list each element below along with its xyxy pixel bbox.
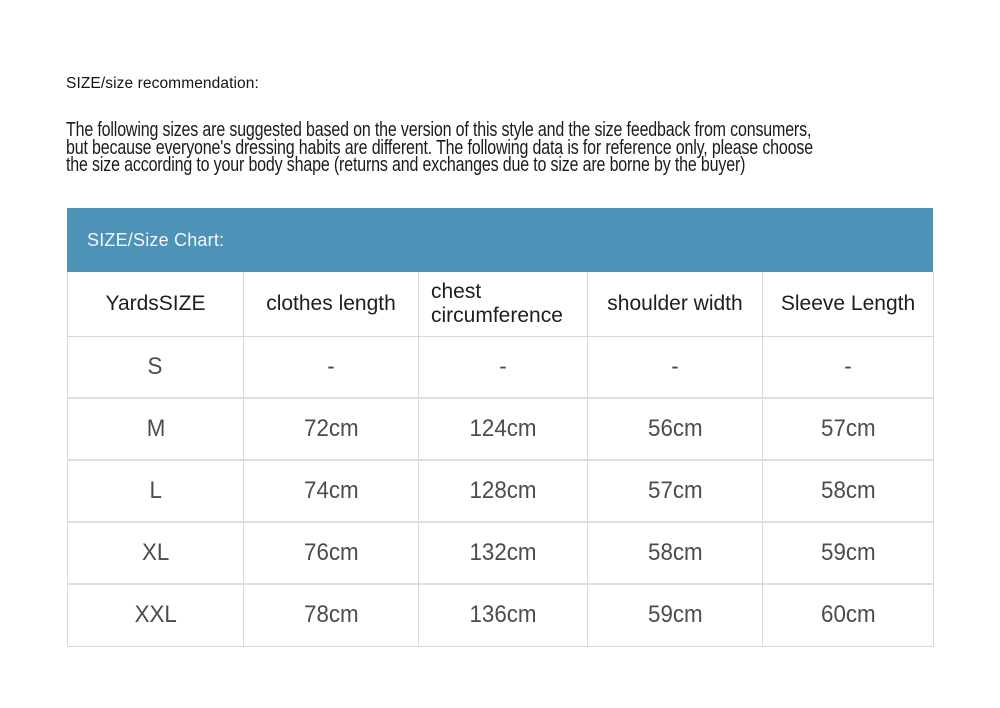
cell-chest-circumference: 128cm [419, 460, 588, 522]
cell-clothes-length: 76cm [244, 522, 419, 584]
cell-clothes-length: - [244, 336, 419, 398]
cell-clothes-length: 74cm [244, 460, 419, 522]
column-header-clothes-length: clothes length [244, 272, 419, 336]
cell-chest-circumference: - [419, 336, 588, 398]
size-table-header-row [68, 272, 934, 336]
cell-shoulder-width: 57cm [588, 460, 763, 522]
column-header-shoulder-width: shoulder width [588, 272, 763, 336]
size-chart-table [67, 272, 934, 647]
disclaimer-line-1: The following sizes are suggested based on the version of this style and the size feedback from consumers, [66, 119, 812, 141]
cell-sleeve-length: 59cm [763, 522, 934, 584]
cell-sleeve-length: 57cm [763, 398, 934, 460]
table-row-m [68, 398, 934, 460]
table-row-xxl [68, 584, 934, 646]
table-row-xl [68, 522, 934, 584]
disclaimer-line-2: but because everyone's dressing habits are different. The following data is for reference only, please choose [66, 136, 813, 159]
cell-size: L [68, 460, 244, 522]
cell-shoulder-width: 58cm [588, 522, 763, 584]
cell-chest-circumference: 132cm [419, 522, 588, 584]
size-chart-banner-label: SIZE/Size Chart: [87, 229, 225, 250]
table-row-s [68, 336, 934, 398]
column-header-chest-circumference: chest circumference [419, 272, 588, 336]
table-row-l [68, 460, 934, 522]
cell-clothes-length: 78cm [244, 584, 419, 646]
cell-size: M [68, 398, 244, 460]
cell-sleeve-length: - [763, 336, 934, 398]
cell-clothes-length: 72cm [244, 398, 419, 460]
size-disclaimer [66, 119, 946, 176]
size-chart-banner [67, 208, 933, 272]
cell-size: XL [68, 522, 244, 584]
column-header-sleeve-length: Sleeve Length [763, 272, 934, 336]
page-title: SIZE/size recommendation: [66, 75, 259, 92]
cell-sleeve-length: 58cm [763, 460, 934, 522]
cell-sleeve-length: 60cm [763, 584, 934, 646]
column-header-size: YardsSIZE [68, 272, 244, 336]
cell-size: XXL [68, 584, 244, 646]
cell-chest-circumference: 124cm [419, 398, 588, 460]
cell-shoulder-width: - [588, 336, 763, 398]
cell-shoulder-width: 56cm [588, 398, 763, 460]
cell-chest-circumference: 136cm [419, 584, 588, 646]
cell-shoulder-width: 59cm [588, 584, 763, 646]
disclaimer-line-3: the size according to your body shape (returns and exchanges due to size are borne by the buyer) [66, 154, 746, 176]
cell-size: S [68, 336, 244, 398]
